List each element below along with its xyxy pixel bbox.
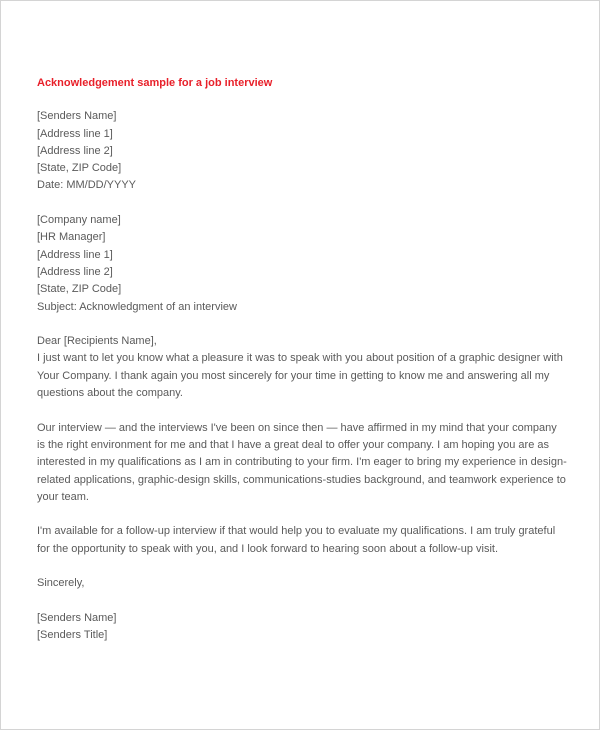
recipient-state-zip: [State, ZIP Code] [37,283,122,296]
recipient-address-block [37,212,577,316]
sign-off: Sincerely, [37,577,85,590]
salutation: Dear [Recipients Name], [37,335,157,348]
letter-subject: Subject: Acknowledgment of an interview [37,300,237,313]
sender-state-zip: [State, ZIP Code] [37,162,122,175]
sender-address-line-2: [Address line 2] [37,144,113,157]
paragraph-line: interested in my qualifications as I am in contributing to your firm. I'm eager to bring my experience in design- [37,456,567,469]
paragraph-3 [37,523,577,558]
paragraph-1 [37,333,577,402]
recipient-address-line-1: [Address line 1] [37,248,113,261]
paragraph-line: I'm available for a follow-up interview if that would help you to evaluate my qualifications. I am truly grateful [37,525,556,538]
sender-address-block [37,108,577,194]
recipient-company: [Company name] [37,214,121,227]
paragraph-line: is the right environment for me and that I have a great deal to offer your company. I am hoping you are as [37,438,549,451]
signature-block [37,610,577,645]
recipient-address-line-2: [Address line 2] [37,265,113,278]
sender-address-line-1: [Address line 1] [37,127,113,140]
closing-sender-name: [Senders Name] [37,611,117,624]
paragraph-line: related applications, graphic-design skills, communications-studies background, and teamwork experience to [37,473,566,486]
paragraph-line: for the opportunity to speak with you, and I look forward to hearing soon about a follow-up visit. [37,542,499,555]
paragraph-line: I just want to let you know what a pleasure it was to speak with you about position of a graphic designer with [37,352,563,365]
sender-name: [Senders Name] [37,110,117,123]
paragraph-line: questions about the company. [37,387,183,400]
document-title: Acknowledgement sample for a job interview [37,77,273,89]
recipient-manager: [HR Manager] [37,231,106,244]
letter-date: Date: MM/DD/YYYY [37,179,137,192]
closing-sender-title: [Senders Title] [37,629,108,642]
paragraph-line: Our interview — and the interviews I've been on since then — have affirmed in my mind that your company [37,421,557,434]
paragraph-2 [37,420,577,506]
paragraph-line: Your Company. I thank again you most sincerely for your time in getting to know me and answering all my [37,369,550,382]
letter-content [37,75,577,662]
paragraph-line: your team. [37,490,89,503]
